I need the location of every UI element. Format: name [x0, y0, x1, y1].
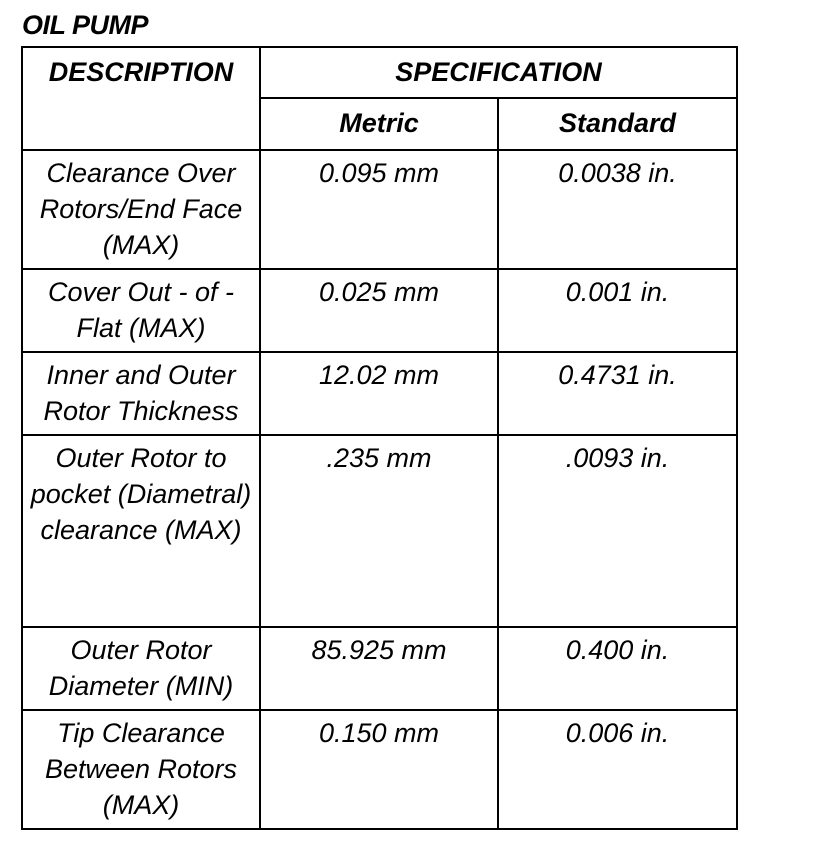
description-header: DESCRIPTION: [22, 47, 260, 150]
specification-header: SPECIFICATION: [260, 47, 737, 98]
metric-cell: .235 mm: [260, 435, 498, 627]
table-row: [22, 150, 737, 269]
table-row: [22, 627, 737, 710]
standard-cell: 0.400 in.: [498, 627, 737, 710]
table-row: [22, 710, 737, 829]
table-row: [22, 269, 737, 352]
description-cell: Clearance Over Rotors/End Face (MAX): [22, 150, 260, 269]
description-cell: Tip Clearance Between Rotors (MAX): [22, 710, 260, 829]
table-row: [22, 435, 737, 627]
metric-cell: 0.150 mm: [260, 710, 498, 829]
standard-cell: 0.006 in.: [498, 710, 737, 829]
description-cell: Cover Out - of - Flat (MAX): [22, 269, 260, 352]
oil-pump-spec-table: [21, 46, 738, 830]
metric-cell: 85.925 mm: [260, 627, 498, 710]
standard-cell: 0.4731 in.: [498, 352, 737, 435]
description-cell: Inner and Outer Rotor Thickness: [22, 352, 260, 435]
standard-cell: 0.001 in.: [498, 269, 737, 352]
header-row: [22, 47, 737, 98]
description-cell: Outer Rotor Diameter (MIN): [22, 627, 260, 710]
standard-cell: 0.0038 in.: [498, 150, 737, 269]
metric-cell: 12.02 mm: [260, 352, 498, 435]
standard-header: Standard: [498, 98, 737, 150]
page-title: OIL PUMP: [22, 10, 149, 40]
table-row: [22, 352, 737, 435]
standard-cell: .0093 in.: [498, 435, 737, 627]
metric-cell: 0.025 mm: [260, 269, 498, 352]
metric-cell: 0.095 mm: [260, 150, 498, 269]
description-cell: Outer Rotor to pocket (Diametral) clearance (MAX): [22, 435, 260, 627]
metric-header: Metric: [260, 98, 498, 150]
